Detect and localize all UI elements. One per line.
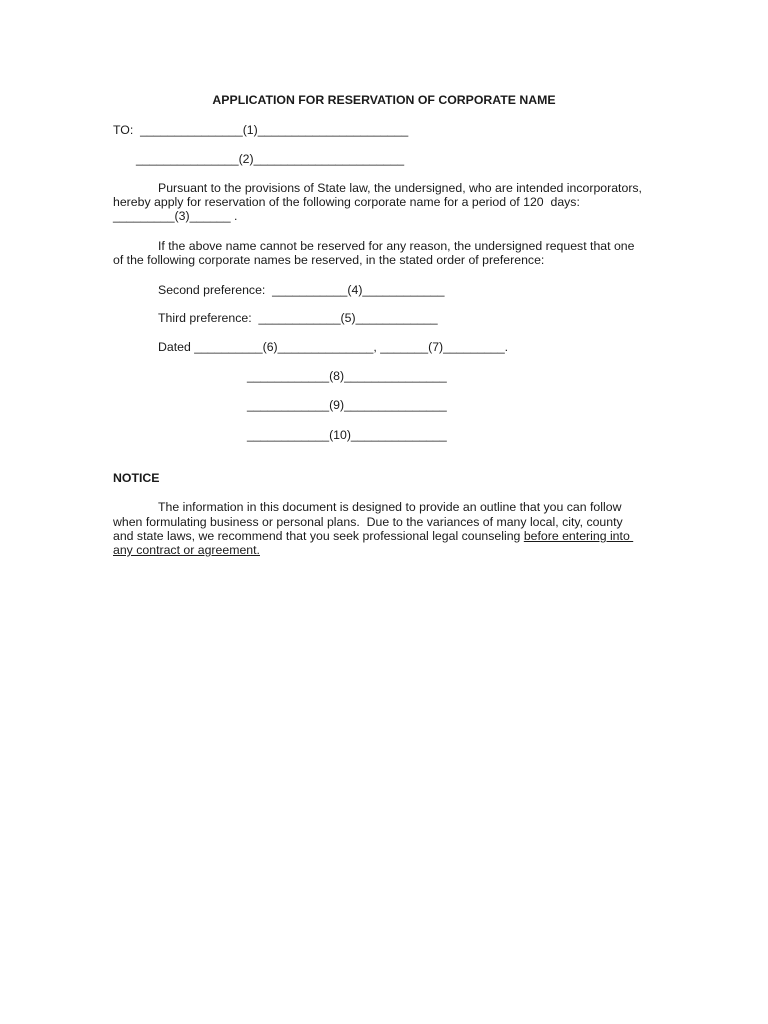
signature-line-9: ____________(9)_______________	[247, 398, 447, 412]
to-line-2: _______________(2)______________________	[136, 152, 405, 166]
notice-line-3	[113, 529, 633, 543]
document-title: APPLICATION FOR RESERVATION OF CORPORATE NAME	[212, 93, 556, 107]
to-line-1: TO: _______________(1)______________________	[113, 123, 409, 137]
notice-heading: NOTICE	[113, 471, 160, 485]
notice-line-4-underlined: any contract or agreement.	[113, 543, 260, 557]
reservation-paragraph-line-3: _________(3)______ .	[113, 209, 238, 223]
reservation-paragraph-line-2: hereby apply for reservation of the following corporate name for a period of 120 days:	[113, 195, 580, 209]
third-preference-line: Third preference: ____________(5)____________	[158, 311, 438, 325]
notice-line-3-text: and state laws, we recommend that you seek professional legal counseling	[113, 529, 524, 543]
notice-line-3-underlined: before entering into	[523, 529, 634, 543]
second-preference-line: Second preference: ___________(4)____________	[158, 283, 445, 297]
signature-line-8: ____________(8)_______________	[247, 369, 447, 383]
alternate-names-paragraph-line-2: of the following corporate names be reserved, in the stated order of preference:	[113, 253, 545, 267]
alternate-names-paragraph-line-1: If the above name cannot be reserved for any reason, the undersigned request that one	[158, 239, 635, 253]
signature-line-10: ____________(10)______________	[247, 428, 447, 442]
dated-line: Dated __________(6)______________, _______(7)_________.	[158, 340, 509, 354]
notice-line-2: when formulating business or personal plans. Due to the variances of many local, city, county	[113, 515, 623, 529]
reservation-paragraph-line-1: Pursuant to the provisions of State law, the undersigned, who are intended incorporators,	[158, 181, 642, 195]
notice-line-1: The information in this document is designed to provide an outline that you can follow	[158, 500, 622, 514]
